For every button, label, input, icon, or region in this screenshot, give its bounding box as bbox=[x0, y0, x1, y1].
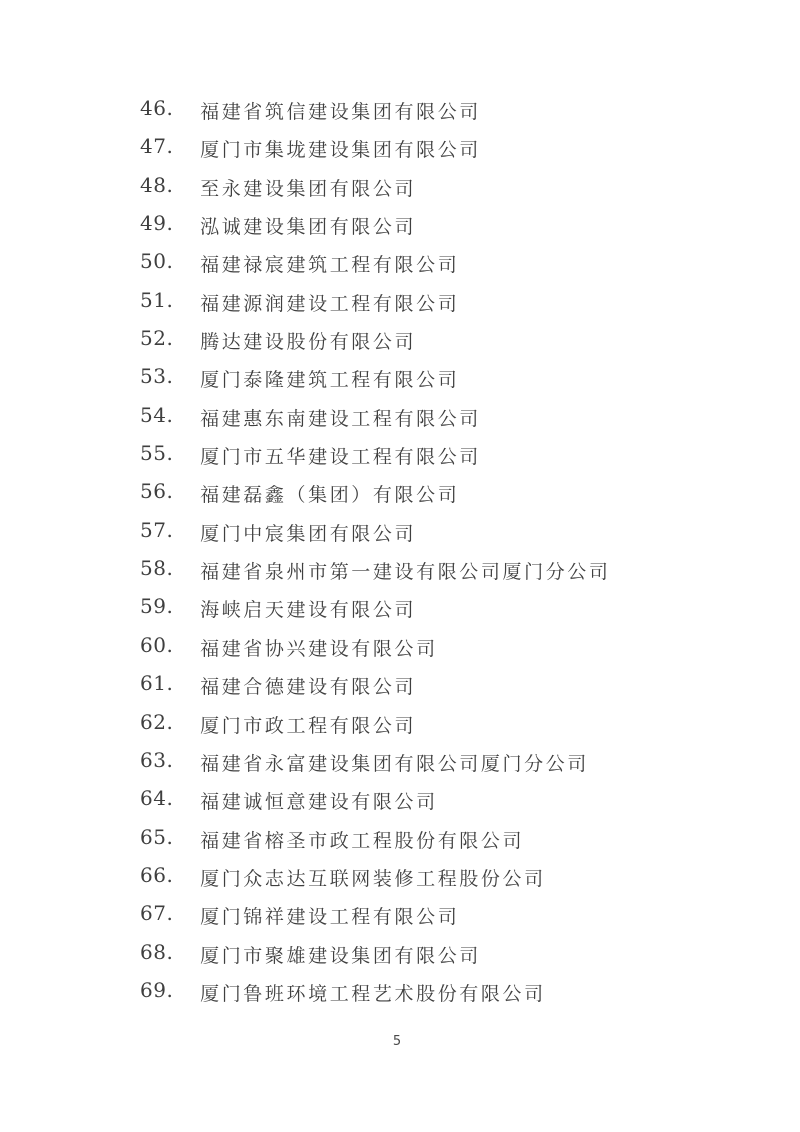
company-name: 福建源润建设工程有限公司 bbox=[200, 292, 460, 315]
company-name: 福建惠东南建设工程有限公司 bbox=[200, 407, 481, 430]
company-name: 厦门市聚雄建设集团有限公司 bbox=[200, 944, 481, 967]
company-name: 厦门鲁班环境工程艺术股份有限公司 bbox=[200, 982, 546, 1005]
item-number: 50. bbox=[140, 249, 174, 274]
company-name: 厦门市五华建设工程有限公司 bbox=[200, 446, 481, 469]
item-number: 68. bbox=[140, 939, 174, 964]
list-item bbox=[140, 940, 611, 978]
list-item bbox=[140, 364, 611, 402]
item-number: 67. bbox=[140, 901, 174, 926]
item-number: 52. bbox=[140, 326, 174, 351]
company-name: 厦门泰隆建筑工程有限公司 bbox=[200, 369, 460, 392]
item-number: 61. bbox=[140, 671, 174, 696]
list-item bbox=[140, 556, 611, 594]
item-number: 57. bbox=[140, 517, 174, 542]
company-name: 厦门众志达互联网装修工程股份公司 bbox=[200, 867, 546, 890]
company-name: 泓诚建设集团有限公司 bbox=[200, 216, 417, 239]
list-item bbox=[140, 173, 611, 211]
item-number: 48. bbox=[140, 172, 174, 197]
item-number: 46. bbox=[140, 96, 174, 120]
item-number: 49. bbox=[140, 211, 174, 236]
item-number: 56. bbox=[140, 479, 174, 504]
list-item bbox=[140, 863, 611, 901]
item-number: 69. bbox=[140, 977, 174, 1002]
list-item bbox=[140, 479, 611, 517]
list-item bbox=[140, 901, 611, 939]
item-number: 62. bbox=[140, 709, 174, 734]
item-number: 63. bbox=[140, 747, 174, 772]
list-item bbox=[140, 710, 611, 748]
company-name: 福建省筑信建设集团有限公司 bbox=[200, 101, 481, 123]
company-name: 厦门市集垅建设集团有限公司 bbox=[200, 139, 481, 162]
list-item bbox=[140, 441, 611, 479]
list-item bbox=[140, 96, 611, 134]
item-number: 59. bbox=[140, 594, 174, 619]
list-item bbox=[140, 825, 611, 863]
list-item bbox=[140, 748, 611, 786]
company-name: 至永建设集团有限公司 bbox=[200, 177, 417, 200]
company-name: 福建省榕圣市政工程股份有限公司 bbox=[200, 829, 525, 852]
list-item bbox=[140, 518, 611, 556]
item-number: 51. bbox=[140, 287, 174, 312]
list-item bbox=[140, 671, 611, 709]
company-list bbox=[140, 96, 611, 1016]
item-number: 66. bbox=[140, 862, 174, 887]
item-number: 64. bbox=[140, 786, 174, 811]
company-name: 福建省协兴建设有限公司 bbox=[200, 637, 438, 660]
list-item bbox=[140, 403, 611, 441]
item-number: 55. bbox=[140, 441, 174, 466]
company-name: 福建省永富建设集团有限公司厦门分公司 bbox=[200, 752, 589, 775]
company-name: 福建省泉州市第一建设有限公司厦门分公司 bbox=[200, 561, 611, 584]
item-number: 47. bbox=[140, 134, 174, 159]
list-item bbox=[140, 288, 611, 326]
list-item bbox=[140, 786, 611, 824]
company-name: 腾达建设股份有限公司 bbox=[200, 331, 417, 354]
company-name: 海峡启天建设有限公司 bbox=[200, 599, 417, 622]
item-number: 54. bbox=[140, 402, 174, 427]
list-item bbox=[140, 211, 611, 249]
company-name: 福建合德建设有限公司 bbox=[200, 676, 417, 699]
item-number: 53. bbox=[140, 364, 174, 389]
company-name: 厦门中宸集团有限公司 bbox=[200, 522, 417, 545]
item-number: 65. bbox=[140, 824, 174, 849]
list-item bbox=[140, 326, 611, 364]
list-item bbox=[140, 978, 611, 1016]
list-item bbox=[140, 633, 611, 671]
company-name: 福建磊鑫（集团）有限公司 bbox=[200, 484, 460, 507]
company-name: 厦门市政工程有限公司 bbox=[200, 714, 417, 737]
item-number: 58. bbox=[140, 556, 174, 581]
list-item bbox=[140, 249, 611, 287]
company-name: 厦门锦祥建设工程有限公司 bbox=[200, 906, 460, 929]
list-item bbox=[140, 594, 611, 632]
company-name: 福建诚恒意建设有限公司 bbox=[200, 791, 438, 814]
item-number: 60. bbox=[140, 632, 174, 657]
list-item bbox=[140, 134, 611, 172]
page-number: 5 bbox=[392, 1034, 402, 1049]
company-name: 福建禄宸建筑工程有限公司 bbox=[200, 254, 460, 277]
